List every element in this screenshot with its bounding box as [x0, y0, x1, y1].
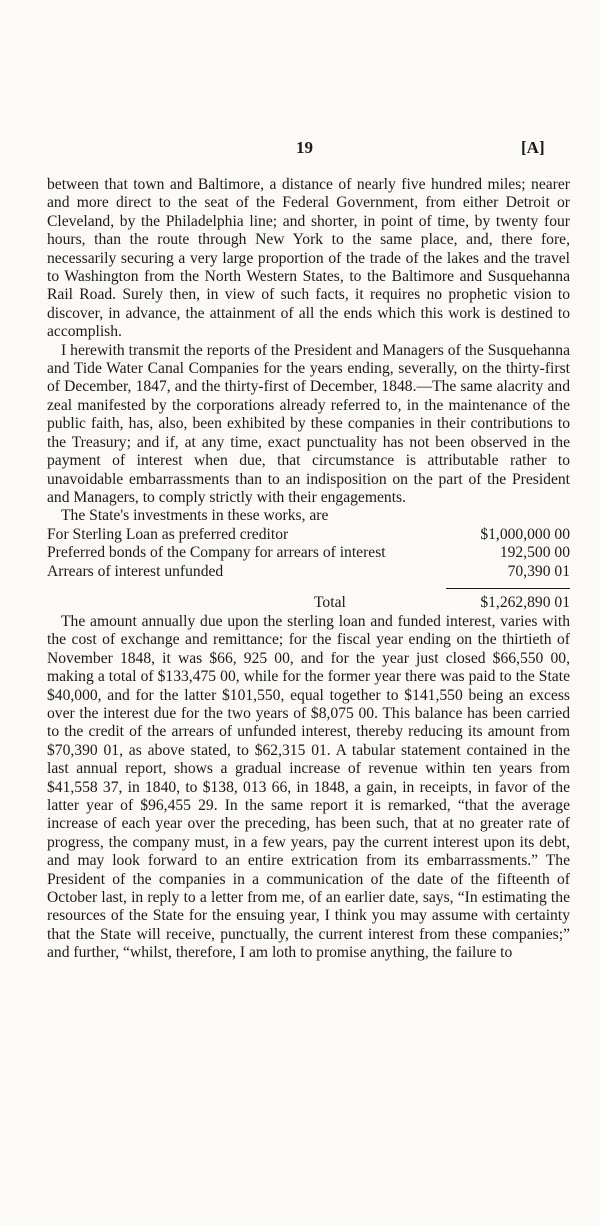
total-row: [47, 594, 570, 613]
body-text: [47, 176, 570, 963]
paragraph-2: I herewith transmit the reports of the President and Managers of the Susquehanna and Tide Water Canal Companies for the years ending, severally, on the thirty-first of December, 1847, and the thirty-first of December, 1848.—The same alacrity and zeal manifested by the corporations already referred to, in the maintenance of the public faith, has, also, been exhibited by these companies in their contributions to the Treasury; and if, at any time, exact punctuality has not been observed in the payment of interest when due, that circumstance is attributable rather to unavoidable embarrassments than to an indisposition on the part of the President and Managers, to comply strictly with their engagements.: [47, 341, 570, 506]
total-label: Total: [314, 593, 346, 611]
ledger-amount: $1,000,000 00: [480, 525, 570, 543]
ledger-amount: 192,500 00: [499, 544, 570, 562]
total-rule: [47, 581, 570, 594]
page-number: 19: [296, 138, 313, 157]
ledger-row: [47, 526, 570, 544]
ledger-row: [47, 563, 570, 581]
ledger-row: [47, 544, 570, 562]
ledger-label: Arrears of interest unfunded: [47, 562, 224, 580]
paragraph-3: The amount annually due upon the sterling loan and funded interest, varies with the cost of exchange and remittance; for the fiscal year ending on the thirtieth of November 1848, it was $66, 925 00, and for the year just closed $66,550 00, making a total of $133,475 00, while for the former year there was paid to the State $40,000, and for the latter $101,550, equal together to $141,550 being an excess over the interest due for the two years of $8,075 00. This balance has been carried to the credit of the arrears of unfunded interest, thereby reducing its amount from $70,390 01, as above stated, to $62,315 01. A tabular statement contained in the last annual report, shows a gradual increase of revenue within ten years from $41,558 37, in 1840, to $138, 013 66, in 1848, a gain, in receipts, in favor of the latter year of $96,455 29. In the same report it is remarked, “that the average increase of each year over the preceding, has been such, that at no greater rate of progress, the company must, in a few years, pay the current interest upon its debt, and may look forward to an entire extrication from its embarrassments.” The President of the companies in a communication of the date of the fifteenth of October last, in reply to a letter from me, of an earlier date, says, “In estimating the resources of the State for the ensuing year, I think you may assume with certainty that the State will receive, punctually, the current interest from these companies;” and further, “whilst, therefore, I am loth to promise anything, the failure to: [47, 612, 570, 962]
total-amount: $1,262,890 01: [480, 593, 570, 611]
investments-intro: The State's investments in these works, are: [61, 507, 329, 525]
page-header: [0, 138, 600, 162]
ledger-label: Preferred bonds of the Company for arrears of interest: [47, 544, 386, 562]
ledger-amount: 70,390 01: [507, 562, 570, 580]
investments-ledger: [47, 526, 570, 613]
signature-mark: [A]: [521, 138, 545, 157]
ledger-label: For Sterling Loan as preferred creditor: [47, 525, 289, 543]
paragraph-1: between that town and Baltimore, a distance of nearly five hundred miles; nearer and more direct to the seat of the Federal Government, from either Detroit or Cleveland, by the Philadelphia line; and shorter, in point of time, by twenty four hours, than the route through New York to the same place, and, there fore, necessarily securing a very large proportion of the trade of the lakes and the travel to Washington from the North Western States, to the Baltimore and Susquehanna Rail Road. Surely then, in view of such facts, it requires no prophetic vision to discover, in advance, the attainment of all the ends which this work is destined to accomplish.: [47, 176, 570, 341]
total-rule-line: [446, 588, 570, 589]
